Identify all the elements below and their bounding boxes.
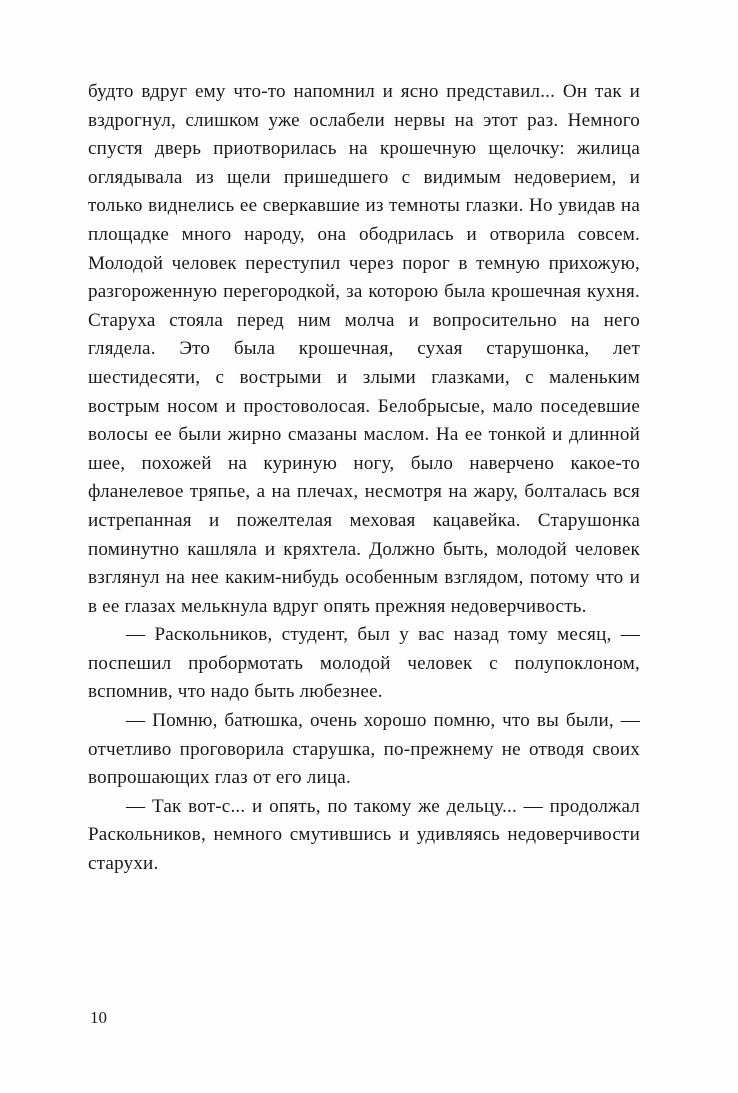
paragraph: — Помню, батюшка, очень хорошо помню, что вы были, — отчетливо проговорила старушка, по-прежнему не отводя своих вопрошающих глаз от его лица. bbox=[88, 710, 640, 789]
page-number: 10 bbox=[90, 1008, 107, 1027]
paragraph: — Раскольников, студент, был у вас назад тому месяц, — поспешил пробормотать молодой человек с полупоклоном, вспомнив, что надо быть любезнее. bbox=[88, 624, 640, 703]
page-text-block bbox=[88, 78, 640, 879]
paragraph: будто вдруг ему что-то напомнил и ясно представил... Он так и вздрогнул, слишком уже ослабели нервы на этот раз. Немного спустя дверь приотворилась на крошечную щелочку: жилица оглядывала из щели пришедшего с видимым недоверием, и только виднелись ее сверкавшие из темноты глазки. Но увидав на площадке много народу, она ободрилась и отворила совсем. Молодой человек переступил через порог в темную прихожую, разгороженную перегородкой, за которою была крошечная кухня. Старуха стояла перед ним молча и вопросительно на него глядела. Это была крошечная, сухая старушонка, лет шестидесяти, с вострыми и злыми глазками, с маленьким вострым носом и простоволосая. Белобрысые, мало поседевшие волосы ее были жирно смазаны маслом. На ее тонкой и длинной шее, похожей на куриную ногу, было наверчено какое-то фланелевое тряпье, а на плечах, несмотря на жару, болталась вся истрепанная и пожелтелая меховая кацавейка. Старушонка поминутно кашляла и кряхтела. Должно быть, молодой человек взглянул на нее каким-нибудь особенным взглядом, потому что и в ее глазах мелькнула вдруг опять прежняя недоверчивость. bbox=[88, 81, 640, 617]
paragraph: — Так вот-с... и опять, по такому же дельцу... — продолжал Раскольников, немного смутившись и удивляясь недоверчивости старухи. bbox=[88, 795, 640, 875]
